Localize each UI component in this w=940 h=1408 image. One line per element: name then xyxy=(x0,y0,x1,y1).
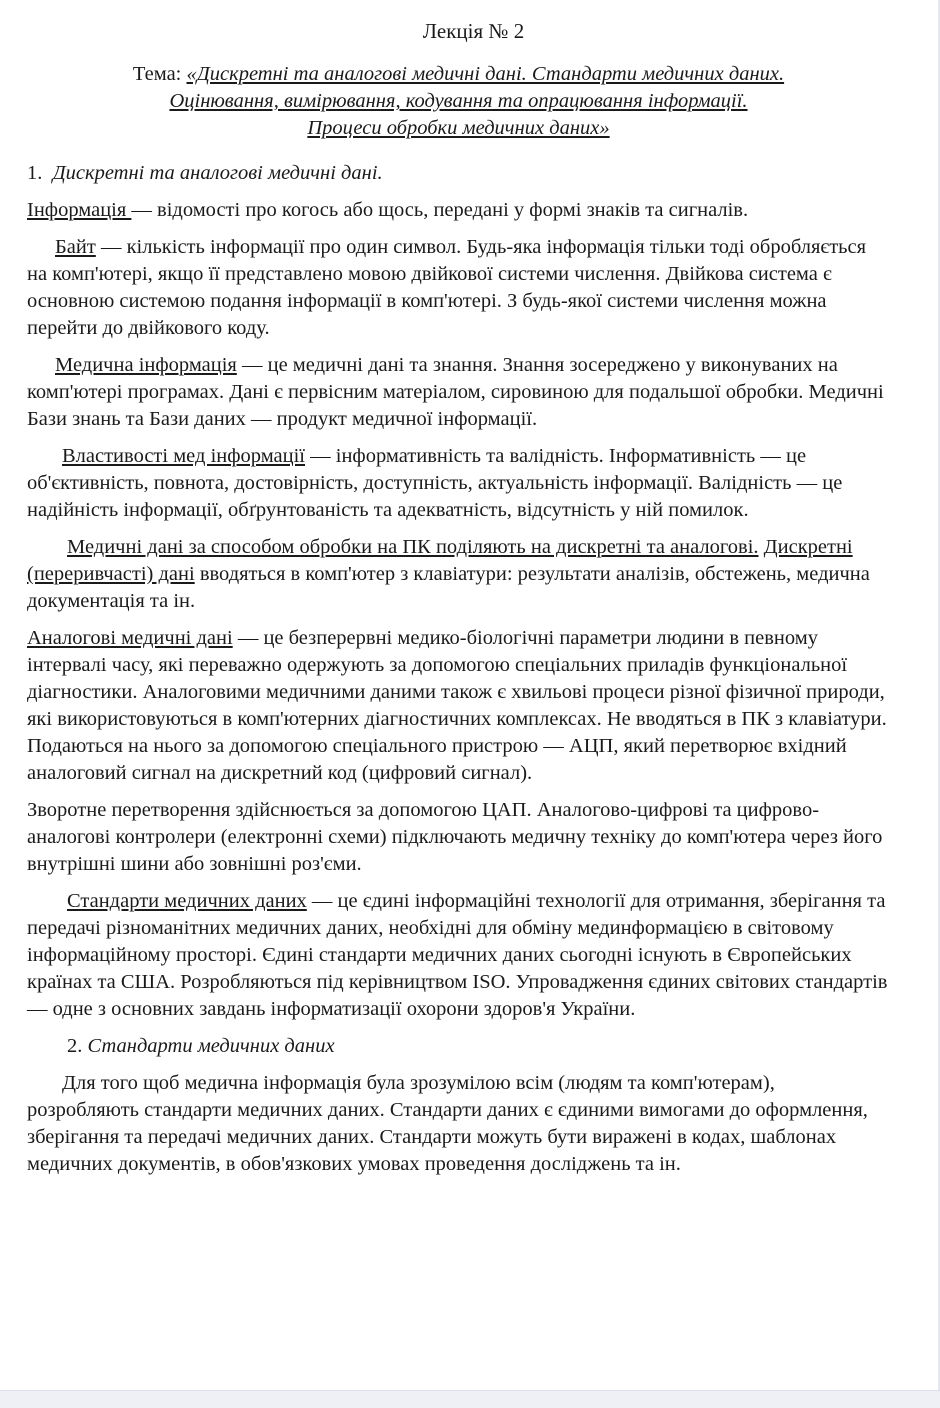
term-properties: Властивості мед інформації xyxy=(62,445,305,467)
paragraph-data-division xyxy=(27,534,890,615)
paragraph-properties xyxy=(27,443,890,524)
term-byte: Байт xyxy=(55,236,96,258)
definition-analog-data: — це безперервні медико-біологічні параметри людини в певному інтервалі часу, які переважно одержують за допомогою спеціальних приладів функціональної діагностики. Аналоговими медичними даними також є хвильові процеси різної фізичної природи, які використовуються в комп'ютерних діагностичних комплексах. Не вводяться в ПК з клавіатури. Подаються на нього за допомогою спеціального пристрою — АЦП, який перетворює вхідний аналоговий сигнал на дискретний код (цифровий сигнал). xyxy=(27,627,887,784)
topic-text-3: Процеси обробки медичних даних» xyxy=(307,117,610,139)
paragraph-information xyxy=(27,197,890,224)
paragraph-final: Для того щоб медична інформація була зрозумілою всім (людям та комп'ютерам), розробляють стандарти медичних даних. Стандарти даних є єдиними вимогами до оформлення, зберігання та передачі медичних даних. Стандарти можуть бути виражені в кодах, шаблонах медичних документів, в обов'язкових умовах проведення досліджень та ін. xyxy=(27,1072,868,1175)
paragraph-reverse-conversion: Зворотне перетворення здійснюється за допомогою ЦАП. Аналогово-цифрові та цифрово-аналогові контролери (електронні схеми) підключають медичну техніку до комп'ютера через його внутрішні шини або зовнішні роз'єми. xyxy=(27,799,883,875)
paragraph-analog-data xyxy=(27,625,890,787)
term-discrete-data: Дискретні (переривчасті) дані xyxy=(27,536,853,585)
section-1-title: Дискретні та аналогові медичні дані. xyxy=(52,162,383,184)
topic-heading xyxy=(27,61,890,142)
section-1-heading xyxy=(27,160,890,187)
definition-discrete-data: вводяться в комп'ютер з клавіатури: результати аналізів, обстежень, медична документація та ін. xyxy=(27,563,870,612)
topic-text-1: «Дискретні та аналогові медичні дані. Стандарти медичних даних. xyxy=(186,63,785,85)
definition-properties: — інформативність та валідність. Інформативність — це об'єктивність, повнота, достовірність, доступність, актуальність інформації. Валідність — це надійність інформації, обґрунтованість та адекватність, відсутність у ній помилок. xyxy=(27,445,843,521)
term-standards: Стандарти медичних даних xyxy=(67,890,307,912)
paragraph-byte xyxy=(27,234,890,342)
topic-line-1 xyxy=(27,61,890,88)
topic-label: Тема: xyxy=(132,63,187,85)
section-2-number: 2. xyxy=(67,1035,88,1057)
term-analog-data: Аналогові медичні дані xyxy=(27,627,233,649)
term-data-division: Медичні дані за способом обробки на ПК поділяють на дискретні та аналогові. xyxy=(67,536,759,558)
term-information: Інформація xyxy=(27,199,132,221)
definition-medical-information: — це медичні дані та знання. Знання зосереджено у виконуваних на комп'ютері програмах. Дані є первісним матеріалом, сировиною для подальшої обробки. Медичні Бази знань та Бази даних — продукт медичної інформації. xyxy=(27,354,884,430)
lecture-title: Лекція № 2 xyxy=(422,19,525,43)
topic-text-2: Оцінювання, вимірювання, кодування та опрацювання інформації. xyxy=(169,90,748,112)
definition-standards: — це єдині інформаційні технології для отримання, зберігання та передачі різноманітних медичних даних, необхідні для обміну мединформацією в світовому інформаційному просторі. Єдині стандарти медичних даних сьогодні існують в Європейських країнах та США. Розробляються під керівництвом ISO. Упровадження єдиних світових стандартів — одне з основних завдань інформатизації охорони здоров'я України. xyxy=(27,890,888,1020)
paragraph-medical-information xyxy=(27,352,890,433)
term-medical-information: Медична інформація xyxy=(55,354,237,376)
section-2-heading xyxy=(27,1033,890,1060)
section-2-title: Стандарти медичних даних xyxy=(87,1035,335,1057)
definition-byte: — кількість інформації про один символ. Будь-яка інформація тільки тоді обробляється на комп'ютері, якщо її представлено мовою двійкової системи числення. Двійкова система є основною системою подання інформації в комп'ютері. З будь-якої системи числення можна перейти до двійкового коду. xyxy=(27,236,867,339)
definition-information: — відомості про когось або щось, передані у формі знаків та сигналів. xyxy=(131,199,749,221)
paragraph-standards xyxy=(27,888,890,1023)
page-bottom-strip xyxy=(0,1390,940,1408)
section-1-number: 1. xyxy=(27,162,43,184)
